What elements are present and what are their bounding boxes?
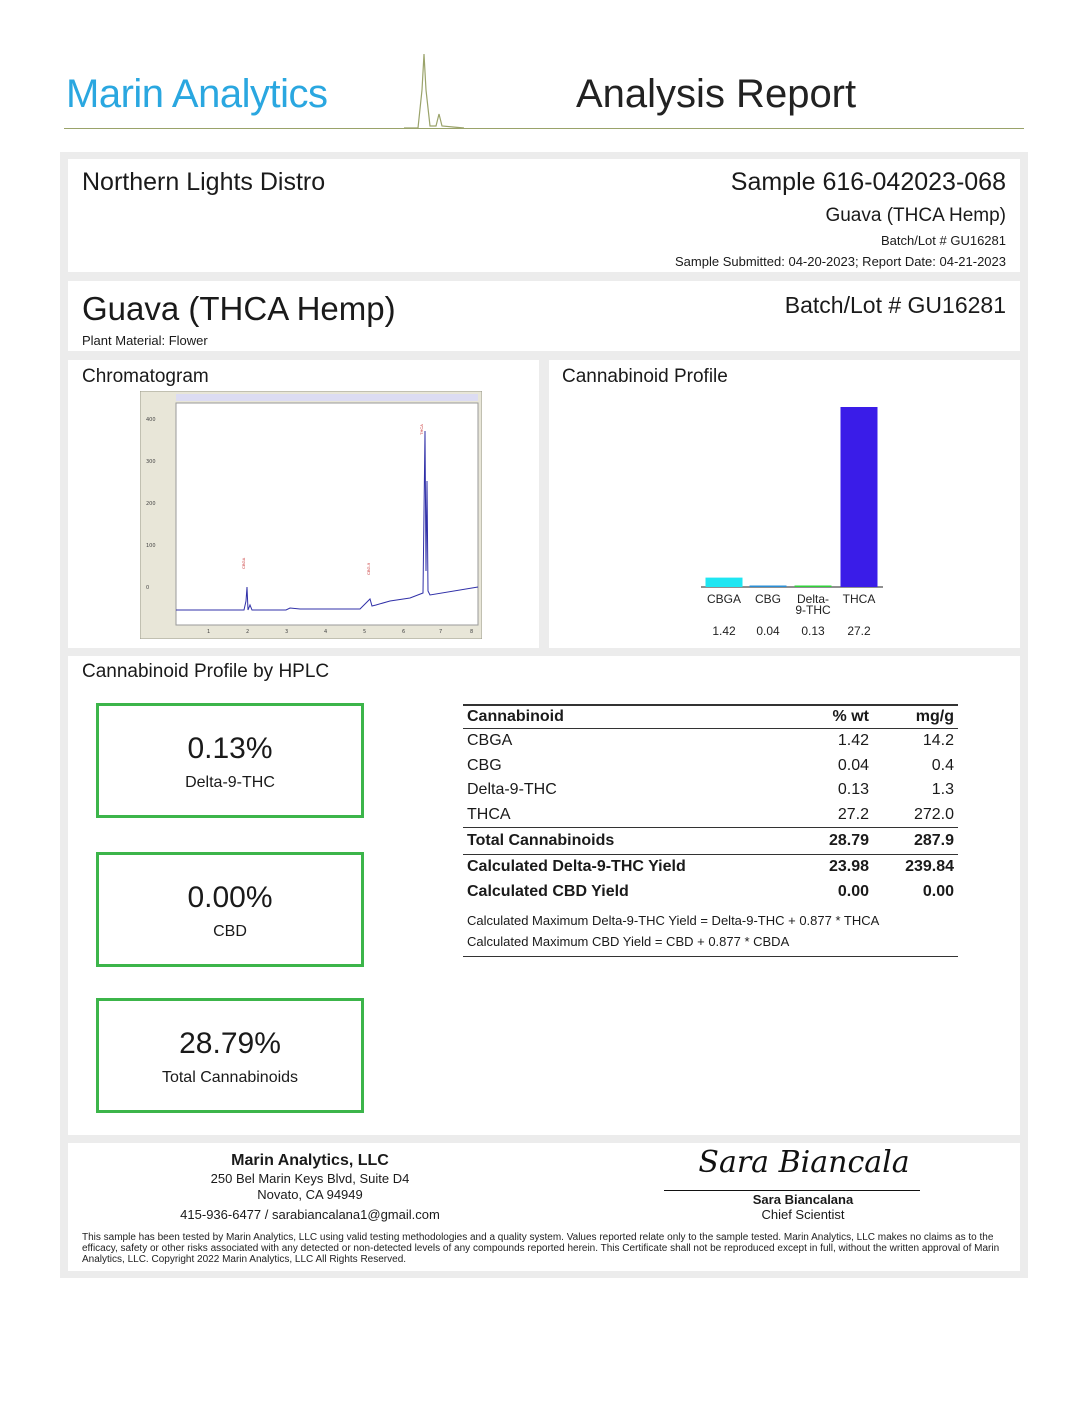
- x-tick-label: 2: [246, 629, 250, 635]
- signer-name: Sara Biancalana: [752, 1192, 854, 1207]
- x-tick-label: 3: [285, 629, 289, 635]
- x-tick-label: 1: [207, 629, 211, 635]
- y-tick-label: 0: [146, 585, 150, 591]
- cell-mg: 1.3: [931, 781, 954, 799]
- peak-logo-icon: [404, 50, 464, 130]
- cell-name: Calculated Delta-9-THC Yield: [467, 858, 686, 876]
- category-label: THCA: [842, 592, 876, 606]
- svg-text:CBG-9: CBG-9: [366, 562, 371, 575]
- hplc-title: Cannabinoid Profile by HPLC: [82, 661, 330, 682]
- kpi-value: 0.00%: [187, 881, 273, 914]
- product-card: [68, 281, 1020, 351]
- company-contact: 415-936-6477 / sarabiancalana1@gmail.com: [180, 1207, 440, 1222]
- value-label: 27.2: [847, 624, 871, 638]
- cell-mg: 0.4: [931, 756, 954, 774]
- yield-row: [463, 880, 958, 905]
- category-label: Delta-: [796, 592, 830, 606]
- x-tick-label: 6: [402, 629, 406, 635]
- x-tick-label: 4: [324, 629, 328, 635]
- value-label: 1.42: [712, 624, 736, 638]
- chromatogram-card: [68, 360, 539, 648]
- client-name: Northern Lights Distro: [82, 168, 326, 196]
- header-rule: [64, 128, 1024, 129]
- svg-text:CBGA: CBGA: [241, 557, 246, 569]
- cell-pct: 0.00: [837, 882, 869, 900]
- company-address-2: Novato, CA 94949: [257, 1187, 363, 1202]
- value-label: 0.04: [756, 624, 780, 638]
- table-row: [463, 754, 958, 779]
- svg-text:THCA: THCA: [419, 424, 424, 435]
- kpi-delta9-thc: [96, 703, 364, 818]
- y-tick-label: 100: [146, 543, 156, 549]
- category-label: 9-THC: [795, 603, 831, 617]
- kpi-value: 28.79%: [179, 1027, 281, 1060]
- profile-chart-title: Cannabinoid Profile: [562, 366, 728, 387]
- bar-cbga: [706, 578, 743, 587]
- brand-logo-text: Marin Analytics: [66, 72, 328, 116]
- kpi-label: CBD: [213, 923, 247, 940]
- cell-name: CBGA: [467, 732, 513, 750]
- kpi-cbd: [96, 852, 364, 967]
- client-card: [68, 159, 1020, 272]
- x-tick-label: 5: [363, 629, 367, 635]
- chromatogram-title: Chromatogram: [82, 366, 209, 387]
- table-row: [463, 803, 958, 828]
- sample-batch: Batch/Lot # GU16281: [880, 233, 1006, 248]
- kpi-value: 0.13%: [187, 732, 273, 765]
- kpi-total-cannabinoids: [96, 998, 364, 1113]
- profile-bar-chart: [549, 360, 1020, 648]
- yield-row: [463, 855, 958, 880]
- product-batch: Batch/Lot # GU16281: [784, 292, 1006, 318]
- company-name: Marin Analytics, LLC: [231, 1152, 389, 1169]
- col-header-cannabinoid: Cannabinoid: [463, 705, 801, 729]
- table-header-row: [463, 705, 958, 729]
- x-tick-label: 8: [470, 629, 474, 635]
- cell-name: THCA: [467, 805, 511, 823]
- company-address-1: 250 Bel Marin Keys Blvd, Suite D4: [210, 1171, 410, 1186]
- cell-mg: 272.0: [913, 805, 954, 823]
- cell-pct: 23.98: [828, 858, 869, 876]
- cell-mg: 239.84: [905, 858, 954, 876]
- sample-product: Guava (THCA Hemp): [825, 205, 1006, 226]
- cell-pct: 27.2: [837, 805, 869, 823]
- cell-name: Total Cannabinoids: [463, 828, 801, 855]
- report-title: Analysis Report: [576, 72, 857, 116]
- category-label: CBG: [754, 592, 782, 606]
- y-tick-label: 300: [146, 459, 156, 465]
- cell-pct: 0.04: [837, 756, 869, 774]
- total-row: [463, 828, 958, 855]
- hplc-results-table: [463, 704, 958, 957]
- cell-pct: 1.42: [837, 732, 869, 750]
- profile-chart-card: [549, 360, 1020, 648]
- table-row: [463, 729, 958, 754]
- bar-thca: [841, 407, 878, 587]
- chromatogram-plot: [140, 391, 482, 639]
- signer-title: Chief Scientist: [761, 1207, 845, 1222]
- y-tick-label: 200: [146, 501, 156, 507]
- col-header-mg-g: mg/g: [873, 705, 958, 729]
- signature-line: [664, 1190, 920, 1191]
- cell-name: CBG: [467, 756, 502, 774]
- sample-dates: Sample Submitted: 04-20-2023; Report Date: 04-21-2023: [675, 254, 1006, 269]
- note-row: [463, 931, 958, 957]
- cell-name: Delta-9-THC: [467, 781, 557, 799]
- col-header-pct-wt: % wt: [801, 705, 873, 729]
- product-name: Guava (THCA Hemp): [82, 290, 396, 327]
- kpi-label: Delta-9-THC: [185, 774, 275, 791]
- kpi-label: Total Cannabinoids: [161, 1069, 299, 1086]
- legal-disclaimer: This sample has been tested by Marin Analytics, LLC using valid testing methodologies and a quality system. Values reported relate only to the sample tested. Marin Analytics, LLC makes no claims as to the efficacy, safety or other risks associated with any detected or non-detected levels of any compounds reported herein. This Certificate shall not be reproduced except in full, without the written approval of Marin Analytics, LLC. Copyright 2022 Marin Analytics, LLC All Rights Reserved.: [82, 1232, 1000, 1265]
- bar-delta-9-thc: [795, 586, 832, 588]
- y-tick-label: 400: [146, 417, 156, 423]
- cell-name: Calculated CBD Yield: [467, 882, 629, 900]
- handwritten-signature: Sara Biancala: [698, 1145, 910, 1180]
- formula-note: Calculated Maximum CBD Yield = CBD + 0.877 * CBDA: [463, 931, 958, 957]
- sample-id: Sample 616-042023-068: [730, 168, 1006, 196]
- cell-mg: 14.2: [922, 732, 954, 750]
- category-label: CBGA: [706, 592, 742, 606]
- value-label: 0.13: [801, 624, 825, 638]
- cell-pct: 0.13: [837, 781, 869, 799]
- table-row: [463, 778, 958, 803]
- x-tick-label: 7: [439, 629, 443, 635]
- cell-mg: 0.00: [922, 882, 954, 900]
- cell-pct: 28.79: [801, 828, 873, 855]
- cell-mg: 287.9: [873, 828, 958, 855]
- bar-cbg: [750, 586, 787, 588]
- formula-note: Calculated Maximum Delta-9-THC Yield = Delta-9-THC + 0.877 * THCA: [467, 913, 880, 928]
- plant-material: Plant Material: Flower: [82, 333, 208, 348]
- note-row: [463, 904, 958, 931]
